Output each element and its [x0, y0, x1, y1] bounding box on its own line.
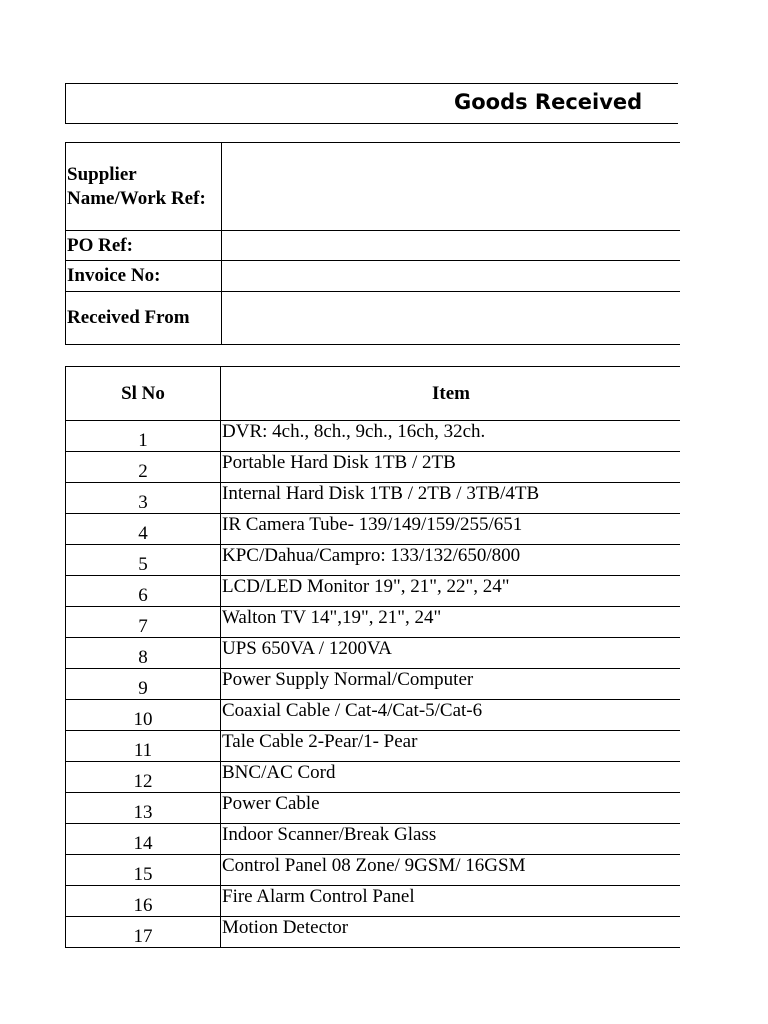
sl-no-cell: 8 — [66, 638, 221, 669]
table-header-row — [66, 367, 681, 421]
item-cell: Power Supply Normal/Computer — [221, 669, 681, 700]
invoice-no-value[interactable] — [222, 261, 681, 292]
table-row — [66, 855, 681, 886]
sl-no-cell: 4 — [66, 514, 221, 545]
item-cell: Indoor Scanner/Break Glass — [221, 824, 681, 855]
sl-no-cell: 7 — [66, 607, 221, 638]
received-from-label: Received From — [66, 292, 222, 345]
header-sl-no: Sl No — [66, 367, 221, 421]
supplier-label: Supplier Name/Work Ref: — [66, 143, 222, 231]
item-cell: LCD/LED Monitor 19", 21", 22", 24" — [221, 576, 681, 607]
item-cell: Walton TV 14",19", 21", 24" — [221, 607, 681, 638]
sl-no-cell: 14 — [66, 824, 221, 855]
items-table — [65, 366, 680, 948]
info-row-invoice — [66, 261, 681, 292]
sl-no-cell: 13 — [66, 793, 221, 824]
table-row — [66, 700, 681, 731]
sl-no-cell: 10 — [66, 700, 221, 731]
table-row — [66, 483, 681, 514]
item-cell: KPC/Dahua/Campro: 133/132/650/800 — [221, 545, 681, 576]
table-row — [66, 638, 681, 669]
item-cell: Fire Alarm Control Panel — [221, 886, 681, 917]
item-cell: Internal Hard Disk 1TB / 2TB / 3TB/4TB — [221, 483, 681, 514]
header-item: Item — [221, 367, 681, 421]
info-table — [65, 142, 680, 345]
sl-no-cell: 6 — [66, 576, 221, 607]
item-cell: Power Cable — [221, 793, 681, 824]
sl-no-cell: 3 — [66, 483, 221, 514]
title-box — [65, 83, 678, 124]
sl-no-cell: 5 — [66, 545, 221, 576]
table-row — [66, 669, 681, 700]
table-row — [66, 452, 681, 483]
table-row — [66, 421, 681, 452]
sl-no-cell: 11 — [66, 731, 221, 762]
info-row-supplier — [66, 143, 681, 231]
item-cell: DVR: 4ch., 8ch., 9ch., 16ch, 32ch. — [221, 421, 681, 452]
item-cell: Portable Hard Disk 1TB / 2TB — [221, 452, 681, 483]
table-row — [66, 607, 681, 638]
item-cell: BNC/AC Cord — [221, 762, 681, 793]
table-row — [66, 793, 681, 824]
sl-no-cell: 12 — [66, 762, 221, 793]
invoice-no-label: Invoice No: — [66, 261, 222, 292]
supplier-value[interactable] — [222, 143, 681, 231]
sl-no-cell: 1 — [66, 421, 221, 452]
item-rows — [66, 421, 681, 948]
sl-no-cell: 9 — [66, 669, 221, 700]
table-row — [66, 762, 681, 793]
sl-no-cell: 17 — [66, 917, 221, 948]
page-title: Goods Received — [454, 90, 643, 114]
item-cell: Control Panel 08 Zone/ 9GSM/ 16GSM — [221, 855, 681, 886]
table-row — [66, 514, 681, 545]
table-row — [66, 824, 681, 855]
po-ref-value[interactable] — [222, 231, 681, 261]
received-from-value[interactable] — [222, 292, 681, 345]
table-row — [66, 917, 681, 948]
item-cell: UPS 650VA / 1200VA — [221, 638, 681, 669]
sl-no-cell: 16 — [66, 886, 221, 917]
info-row-received — [66, 292, 681, 345]
info-row-po — [66, 231, 681, 261]
po-ref-label: PO Ref: — [66, 231, 222, 261]
table-row — [66, 545, 681, 576]
table-row — [66, 886, 681, 917]
item-cell: Motion Detector — [221, 917, 681, 948]
table-row — [66, 576, 681, 607]
sl-no-cell: 2 — [66, 452, 221, 483]
item-cell: IR Camera Tube- 139/149/159/255/651 — [221, 514, 681, 545]
table-row — [66, 731, 681, 762]
item-cell: Tale Cable 2-Pear/1- Pear — [221, 731, 681, 762]
item-cell: Coaxial Cable / Cat-4/Cat-5/Cat-6 — [221, 700, 681, 731]
sl-no-cell: 15 — [66, 855, 221, 886]
